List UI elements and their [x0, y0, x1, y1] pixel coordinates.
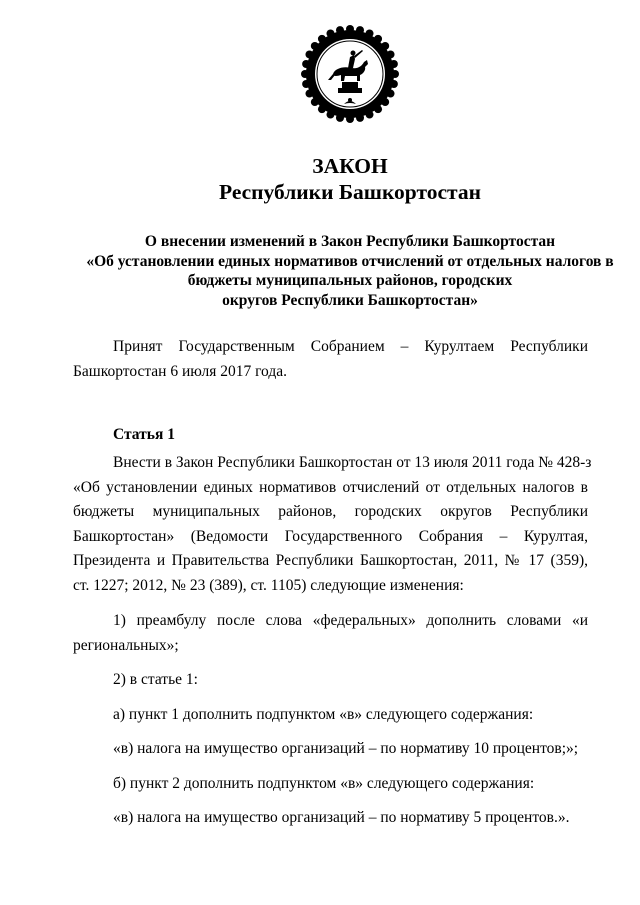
article-body [73, 451, 592, 598]
emblem-scallop [336, 114, 344, 122]
item-2: 2) в статье 1: [113, 671, 198, 688]
emblem-scallop [390, 80, 398, 88]
law-heading-line: «Об установлении единых нормативов отчислений от отдельных налогов в [86, 252, 614, 270]
item-2a: а) пункт 1 дополнить подпунктом «в» следующего содержания: [113, 705, 534, 723]
item-1-line: региональных»; [73, 636, 179, 654]
adoption-paragraph [73, 335, 588, 384]
article-body-line: «Об установлении единых нормативов отчислений от отдельных налогов в [73, 478, 588, 496]
coat-of-arms-icon [300, 24, 400, 124]
item-2b: б) пункт 2 дополнить подпунктом «в» следующего содержания: [113, 774, 535, 792]
law-heading [60, 232, 640, 310]
emblem-scallop [311, 42, 319, 50]
emblem-scallop [326, 29, 334, 37]
article-body-line: Башкортостан» (Ведомости Государственного Собрания – Курултая, [73, 527, 588, 545]
emblem-scallop [346, 115, 354, 123]
emblem-scallop [381, 98, 389, 106]
item-2b-text: «в) налога на имущество организаций – по нормативу 5 процентов.». [113, 809, 570, 826]
emblem-scallop [346, 25, 354, 33]
adoption-line: Башкортостан 6 июля 2017 года. [73, 362, 287, 380]
document-subtitle: Республики Башкортостан [218, 180, 482, 204]
emblem-scallop [302, 60, 310, 68]
item-1-line: 1) преамбулу после слова «федеральных» дополнить словами «и [113, 612, 588, 629]
emblem-scallop [305, 50, 313, 58]
article-body-line: бюджеты муниципальных районов, городских округов Республики [73, 503, 588, 520]
law-heading-line: О внесении изменений в Закон Республики Башкортостан [144, 233, 556, 250]
article-body-line: ст. 1227; 2012, № 23 (389), ст. 1105) следующие изменения: [73, 576, 464, 594]
article-items [73, 609, 588, 831]
emblem-scallop [387, 50, 395, 58]
emblem-scallop [374, 35, 382, 43]
article-body-line: Внести в Закон Республики Башкортостан от 13 июля 2011 года № 428-з [113, 454, 592, 471]
emblem-scallop [356, 114, 364, 122]
emblem-scallop [301, 70, 309, 78]
emblem-scallop [366, 29, 374, 37]
emblem-scallop [381, 42, 389, 50]
emblem-scallop [311, 98, 319, 106]
emblem-scallop [366, 111, 374, 119]
emblem-scallop [326, 111, 334, 119]
emblem-scallop [374, 105, 382, 113]
emblem-scallop [305, 90, 313, 98]
emblem-scallop [356, 26, 364, 34]
emblem-scallop [318, 35, 326, 43]
article-body-line: Президента и Правительства Республики Башкортостан, 2011, № 17 (359), [73, 552, 588, 569]
emblem-scallop [318, 105, 326, 113]
emblem-scallop [387, 90, 395, 98]
adoption-line: Принят Государственным Собранием – Курултаем Республики [113, 338, 588, 355]
article-section [73, 423, 588, 448]
item-2a-text: «в) налога на имущество организаций – по нормативу 10 процентов;»; [113, 740, 579, 757]
law-heading-line: бюджеты муниципальных районов, городских [187, 272, 513, 289]
emblem-scallop [390, 60, 398, 68]
document-title: ЗАКОН [312, 154, 388, 178]
emblem-scallop [336, 26, 344, 34]
law-heading-line: округов Республики Башкортостан» [222, 291, 478, 309]
article-heading: Статья 1 [113, 426, 175, 443]
emblem-scallop [391, 70, 399, 78]
emblem-scallop [302, 80, 310, 88]
